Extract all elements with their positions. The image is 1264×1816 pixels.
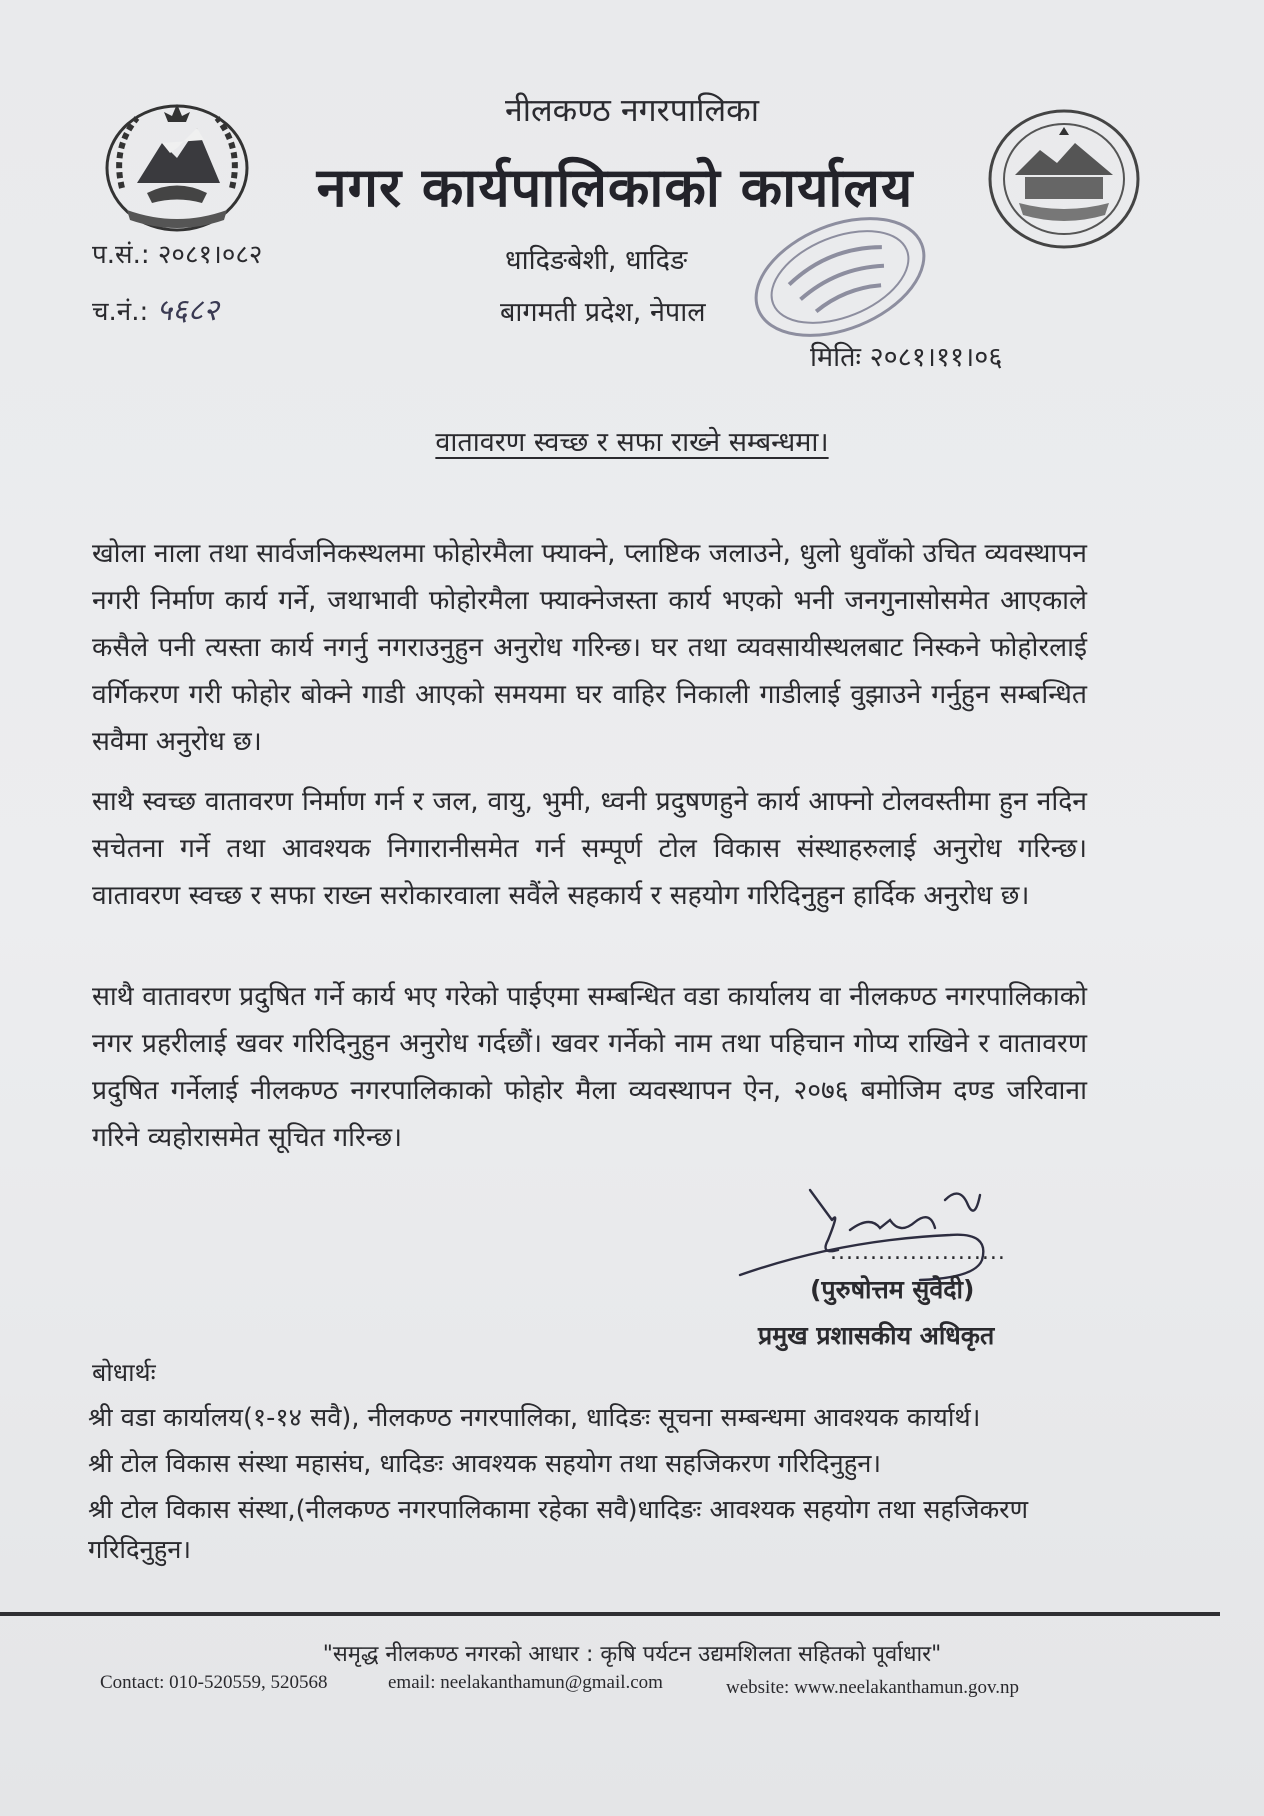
cc-item: श्री वडा कार्यालय(१-१४ सवै), नीलकण्ठ नगरपालिका, धादिङः सूचना सम्बन्धमा आवश्यक कार्यार्थ। [88, 1403, 981, 1433]
footer-email: email: neelakanthamun@gmail.com [388, 1672, 663, 1693]
reference-label: प.सं.: [92, 240, 150, 270]
address-line-1: धादिङबेशी, धादिङ [505, 245, 688, 276]
letter-subject: वातावरण स्वच्छ र सफा राख्ने सम्बन्धमा। [435, 427, 829, 458]
body-paragraph-3: साथै वातावरण प्रदुषित गर्ने कार्य भए गरेको पाईएमा सम्बन्धित वडा कार्यालय वा नीलकण्ठ नगरपालिकाको नगर प्रहरीलाई खवर गरिदिनुहुन अनुरोध गर्दछौं। खवर गर्नेको नाम तथा पहिचान गोप्य राखिने र वातावरण प्रदुषित गर्नेलाई नीलकण्ठ नगरपालिकाको फोहोर मैला व्यवस्थापन ऐन, २०७६ बमोजिम दण्ड जरिवाना गरिने व्यहोरासमेत सूचित गरिन्छ। [92, 981, 1087, 1153]
body-paragraph-2: साथै स्वच्छ वातावरण निर्माण गर्न र जल, वायु, भुमी, ध्वनी प्रदुषणहुने कार्य आफ्नो टोलवस्तीमा हुन नदिन सचेतना गर्ने तथा आवश्यक निगारानीसमेत गर्न सम्पूर्ण टोल विकास संस्थाहरुलाई अनुरोध गरिन्छ। वातावरण स्वच्छ र सफा राख्न सरोकारवाला सवैंले सहकार्य र सहयोग गरिदिनुहुन हार्दिक अनुरोध छ। [92, 786, 1087, 911]
signatory-name: (पुरुषोत्तम सुवेदी) [810, 1275, 975, 1304]
dispatch-value: ५६८२ [156, 293, 219, 328]
reference-number [92, 235, 262, 271]
body-paragraph-1: खोला नाला तथा सार्वजनिकस्थलमा फोहोरमैला फ्याक्ने, प्लाष्टिक जलाउने, धुलो धुवाँको उचित व्यवस्थापन नगरी निर्माण कार्य गर्ने, जथाभावी फोहोरमैला फ्याक्नेजस्ता कार्य भएको भनी जनगुनासोसमेत आएकाले कसैले पनी त्यस्ता कार्य नगर्नु नगराउनुहुन अनुरोध गरिन्छ। घर तथा व्यवसायीस्थलबाट निस्कने फोहोरलाई वर्गिकरण गरी फोहोर बोक्ने गाडी आएको समयमा घर वाहिर निकाली गाडीलाई वुझाउने गर्नुहुन सम्बन्धित सवैमा अनुरोध छ। [92, 538, 1087, 757]
cc-item: श्री टोल विकास संस्था महासंघ, धादिङः आवश्यक सहयोग तथा सहजिकरण गरिदिनुहुन। [88, 1449, 882, 1479]
signatory-title: प्रमुख प्रशासकीय अधिकृत [758, 1321, 995, 1350]
cc-label: बोधार्थः [92, 1358, 156, 1387]
footer-website: website: www.neelakanthamun.gov.np [726, 1677, 1020, 1698]
date-value: २०८१।११।०६ [869, 342, 1003, 373]
footer-contact: Contact: 010-520559, 520568 [100, 1672, 328, 1693]
office-stamp [745, 205, 935, 350]
reference-value: २०८१।०८२ [157, 240, 263, 270]
signature-line: ...................... [830, 1240, 1006, 1265]
office-name: नगर कार्यपालिकाको कार्यालय [316, 156, 914, 219]
dispatch-number [92, 288, 219, 329]
address-line-2: बागमती प्रदेश, नेपाल [500, 297, 706, 328]
dispatch-label: च.नं.: [92, 297, 149, 327]
footer-divider [0, 1612, 1220, 1616]
municipality-name: नीलकण्ठ नगरपालिका [504, 91, 760, 129]
letter-date [810, 337, 1002, 374]
footer-motto: "समृद्ध नीलकण्ठ नगरको आधार : कृषि पर्यटन उद्यमशिलता सहितको पूर्वाधार" [322, 1642, 942, 1667]
date-label: मितिः [810, 342, 861, 373]
cc-item: श्री टोल विकास संस्था,(नीलकण्ठ नगरपालिकामा रहेका सवै)धादिङः आवश्यक सहयोग तथा सहजिकरण गरिदिनुहुन। [88, 1495, 1029, 1565]
